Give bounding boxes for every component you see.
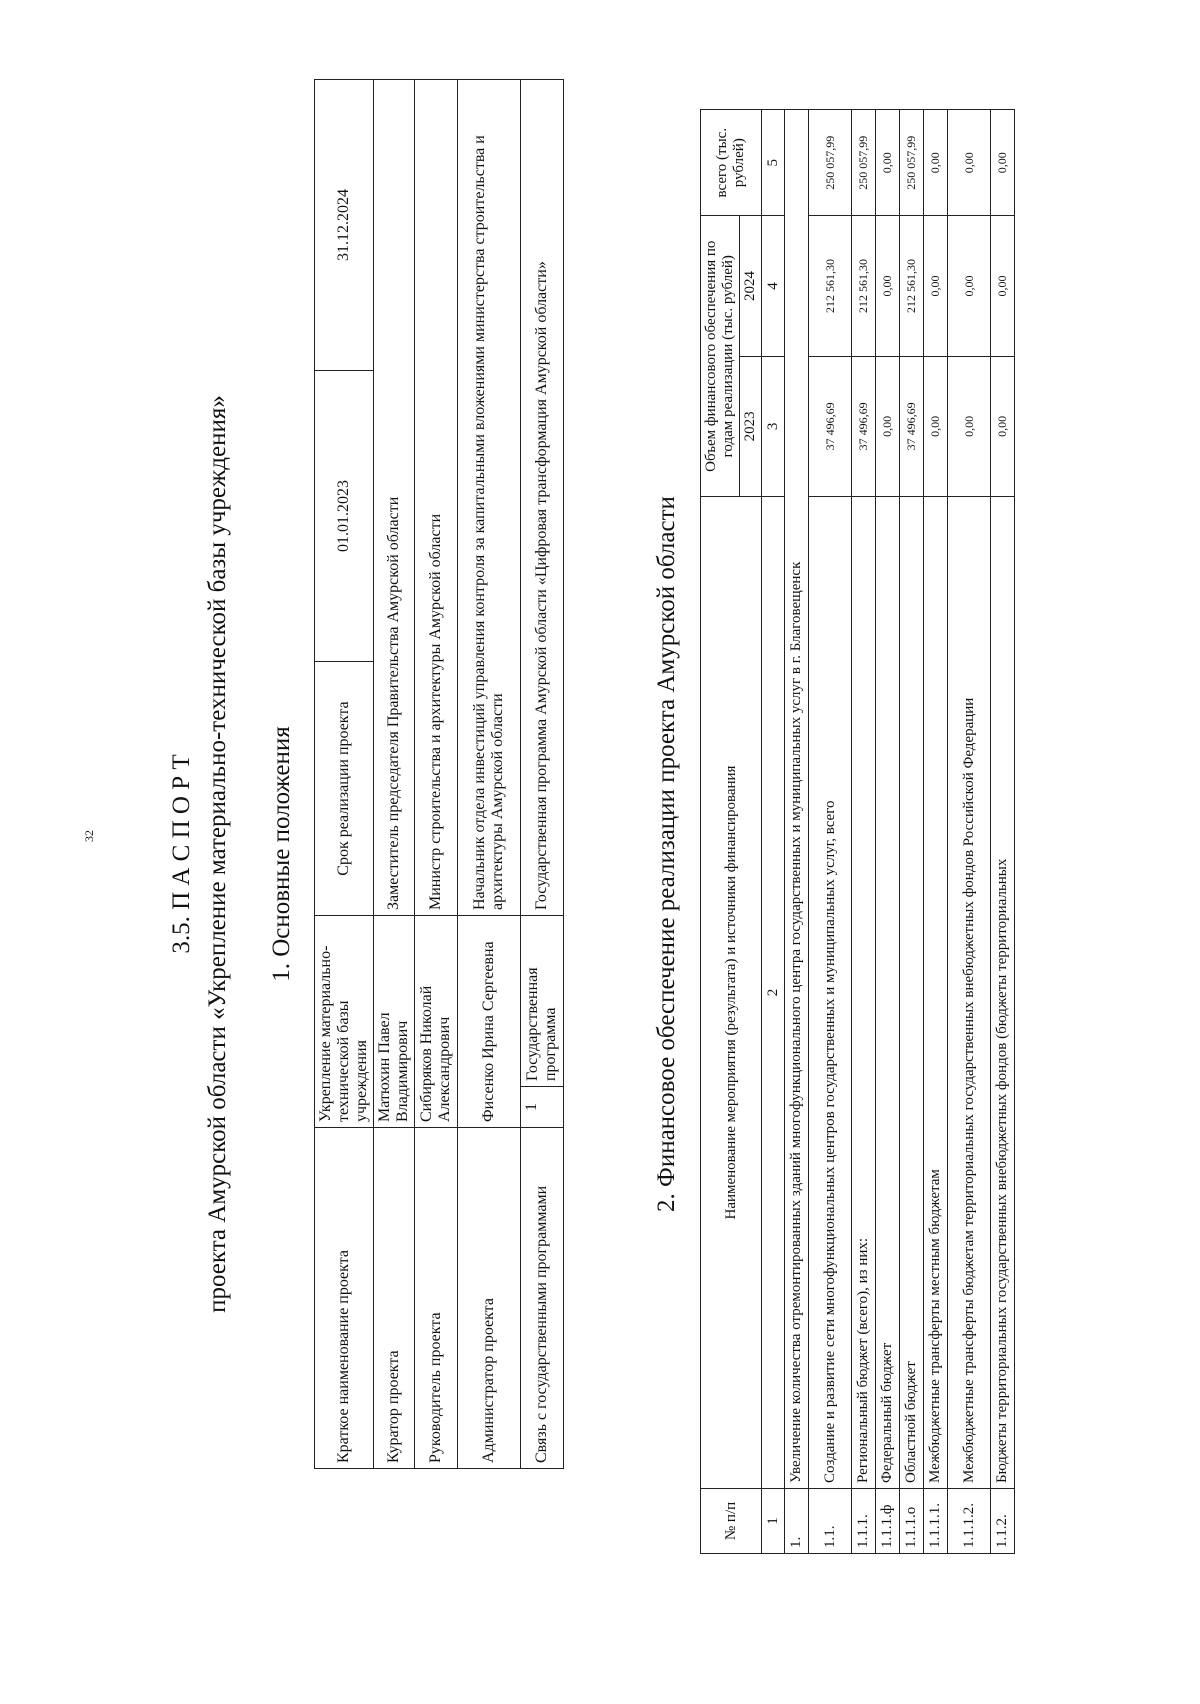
table-row xyxy=(900,110,924,1554)
row-value-2024: 0,00 xyxy=(924,216,948,356)
col-index: 2 xyxy=(762,497,785,1489)
head-name: Сибиряков Николай Александрович xyxy=(415,916,458,1128)
admin-position: Начальник отдела инвестиций управления контроля за капитальными вложениями министерства строительства и архитектуры Амурской области xyxy=(458,80,521,916)
table-row xyxy=(924,110,948,1554)
row-value-2024: 0,00 xyxy=(991,216,1015,356)
row-total: 250 057,99 xyxy=(809,110,852,216)
row-total: 0,00 xyxy=(991,110,1015,216)
head-label: Руководитель проекта xyxy=(415,1128,458,1469)
row-total: 0,00 xyxy=(876,110,900,216)
row-name: Создание и развитие сети многофункциональных центров государственных и муниципальных услуг, всего xyxy=(809,497,852,1489)
row-num: 1.1.1.1. xyxy=(924,1488,948,1553)
table-row xyxy=(876,110,900,1554)
link-name: Государственная программа Амурской области «Цифровая трансформация Амурской области» xyxy=(521,80,564,916)
row-name: Областной бюджет xyxy=(900,497,924,1489)
table-row xyxy=(521,80,564,1469)
row-value-2023: 37 496,69 xyxy=(809,356,852,496)
year-2024-header: 2024 xyxy=(740,216,762,356)
row-value-2023: 0,00 xyxy=(876,356,900,496)
row-name: Межбюджетные трансферты бюджетам территориальных государственных внебюджетных фондов Российской Федерации xyxy=(948,497,991,1489)
row-value-2023: 0,00 xyxy=(948,356,991,496)
row-value-2023: 37 496,69 xyxy=(900,356,924,496)
col-index: 3 xyxy=(762,356,785,496)
col-index: 1 xyxy=(762,1488,785,1553)
page-number: 32 xyxy=(82,830,96,842)
result-text: Увеличение количества отремонтированных зданий многофункционального центра государственных и муниципальных услуг в г. Благовещенск xyxy=(785,110,809,1489)
table-row xyxy=(852,110,876,1554)
head-position: Министр строительства и архитектуры Амурской области xyxy=(415,80,458,916)
table-row xyxy=(374,80,415,1469)
row-value-2024: 212 561,30 xyxy=(809,216,852,356)
project-title: проекта Амурской области «Укрепление материально-технической базы учреждения» xyxy=(204,395,231,1313)
curator-name: Матюхин Павел Владимирович xyxy=(374,916,415,1128)
passport-title: 3.5. П А С П О Р Т xyxy=(168,754,195,954)
admin-label: Администратор проекта xyxy=(458,1128,521,1469)
financing-table xyxy=(700,109,1015,1554)
row-name: Федеральный бюджет xyxy=(876,497,900,1489)
col-index: 5 xyxy=(762,110,785,216)
column-index-row xyxy=(762,110,785,1554)
curator-label: Куратор проекта xyxy=(374,1128,415,1469)
admin-name: Фисенко Ирина Сергеевна xyxy=(458,916,521,1128)
basic-provisions-table xyxy=(314,79,564,1469)
row-value-2024: 212 561,30 xyxy=(900,216,924,356)
year-2023-header: 2023 xyxy=(740,356,762,496)
row-value-2023: 0,00 xyxy=(991,356,1015,496)
period-end: 31.12.2024 xyxy=(315,80,374,371)
table-row xyxy=(809,110,852,1554)
row-value-2024: 212 561,30 xyxy=(852,216,876,356)
result-num: 1. xyxy=(785,1488,809,1553)
col-total-header: всего (тыс. рублей) xyxy=(701,110,762,216)
row-name: Региональный бюджет (всего), из них: xyxy=(852,497,876,1489)
link-type: Государственная программа xyxy=(521,916,564,1087)
row-total: 0,00 xyxy=(924,110,948,216)
short-name-value: Укрепление материально-технической базы учреждения xyxy=(315,916,374,1128)
row-value-2023: 37 496,69 xyxy=(852,356,876,496)
link-label: Связь с государственными программами xyxy=(521,1128,564,1469)
row-value-2023: 0,00 xyxy=(924,356,948,496)
table-row xyxy=(948,110,991,1554)
row-name: Межбюджетные трансферты местным бюджетам xyxy=(924,497,948,1489)
row-num: 1.1.1. xyxy=(852,1488,876,1553)
row-value-2024: 0,00 xyxy=(876,216,900,356)
row-total: 250 057,99 xyxy=(900,110,924,216)
link-num: 1 xyxy=(521,1087,564,1128)
period-label: Срок реализации проекта xyxy=(315,662,374,916)
col-num-header: № п/п xyxy=(701,1488,762,1553)
row-total: 0,00 xyxy=(948,110,991,216)
table-row xyxy=(315,80,374,1469)
row-num: 1.1.1.2. xyxy=(948,1488,991,1553)
row-num: 1.1. xyxy=(809,1488,852,1553)
result-row xyxy=(785,110,809,1554)
row-num: 1.1.2. xyxy=(991,1488,1015,1553)
table-row xyxy=(458,80,521,1469)
table-row xyxy=(415,80,458,1469)
col-index: 4 xyxy=(762,216,785,356)
curator-position: Заместитель председателя Правительства Амурской области xyxy=(374,80,415,916)
table-header-row xyxy=(701,110,740,1554)
table-row xyxy=(991,110,1015,1554)
rotated-page-content xyxy=(168,104,1200,1604)
row-value-2024: 0,00 xyxy=(948,216,991,356)
section1-heading: 1. Основные положения xyxy=(268,726,295,982)
row-num: 1.1.1.ф xyxy=(876,1488,900,1553)
row-total: 250 057,99 xyxy=(852,110,876,216)
section2-heading: 2. Финансовое обеспечение реализации проекта Амурской области xyxy=(653,496,680,1212)
row-name: Бюджеты территориальных государственных внебюджетных фондов (бюджеты территориальных xyxy=(991,497,1015,1489)
period-start: 01.01.2023 xyxy=(315,371,374,662)
col-volume-header: Объем финансового обеспечения по годам реализации (тыс. рублей) xyxy=(701,216,740,497)
row-num: 1.1.1.о xyxy=(900,1488,924,1553)
col-name-header: Наименование мероприятия (результата) и источники финансирования xyxy=(701,497,762,1489)
short-name-label: Краткое наименование проекта xyxy=(315,1128,374,1469)
